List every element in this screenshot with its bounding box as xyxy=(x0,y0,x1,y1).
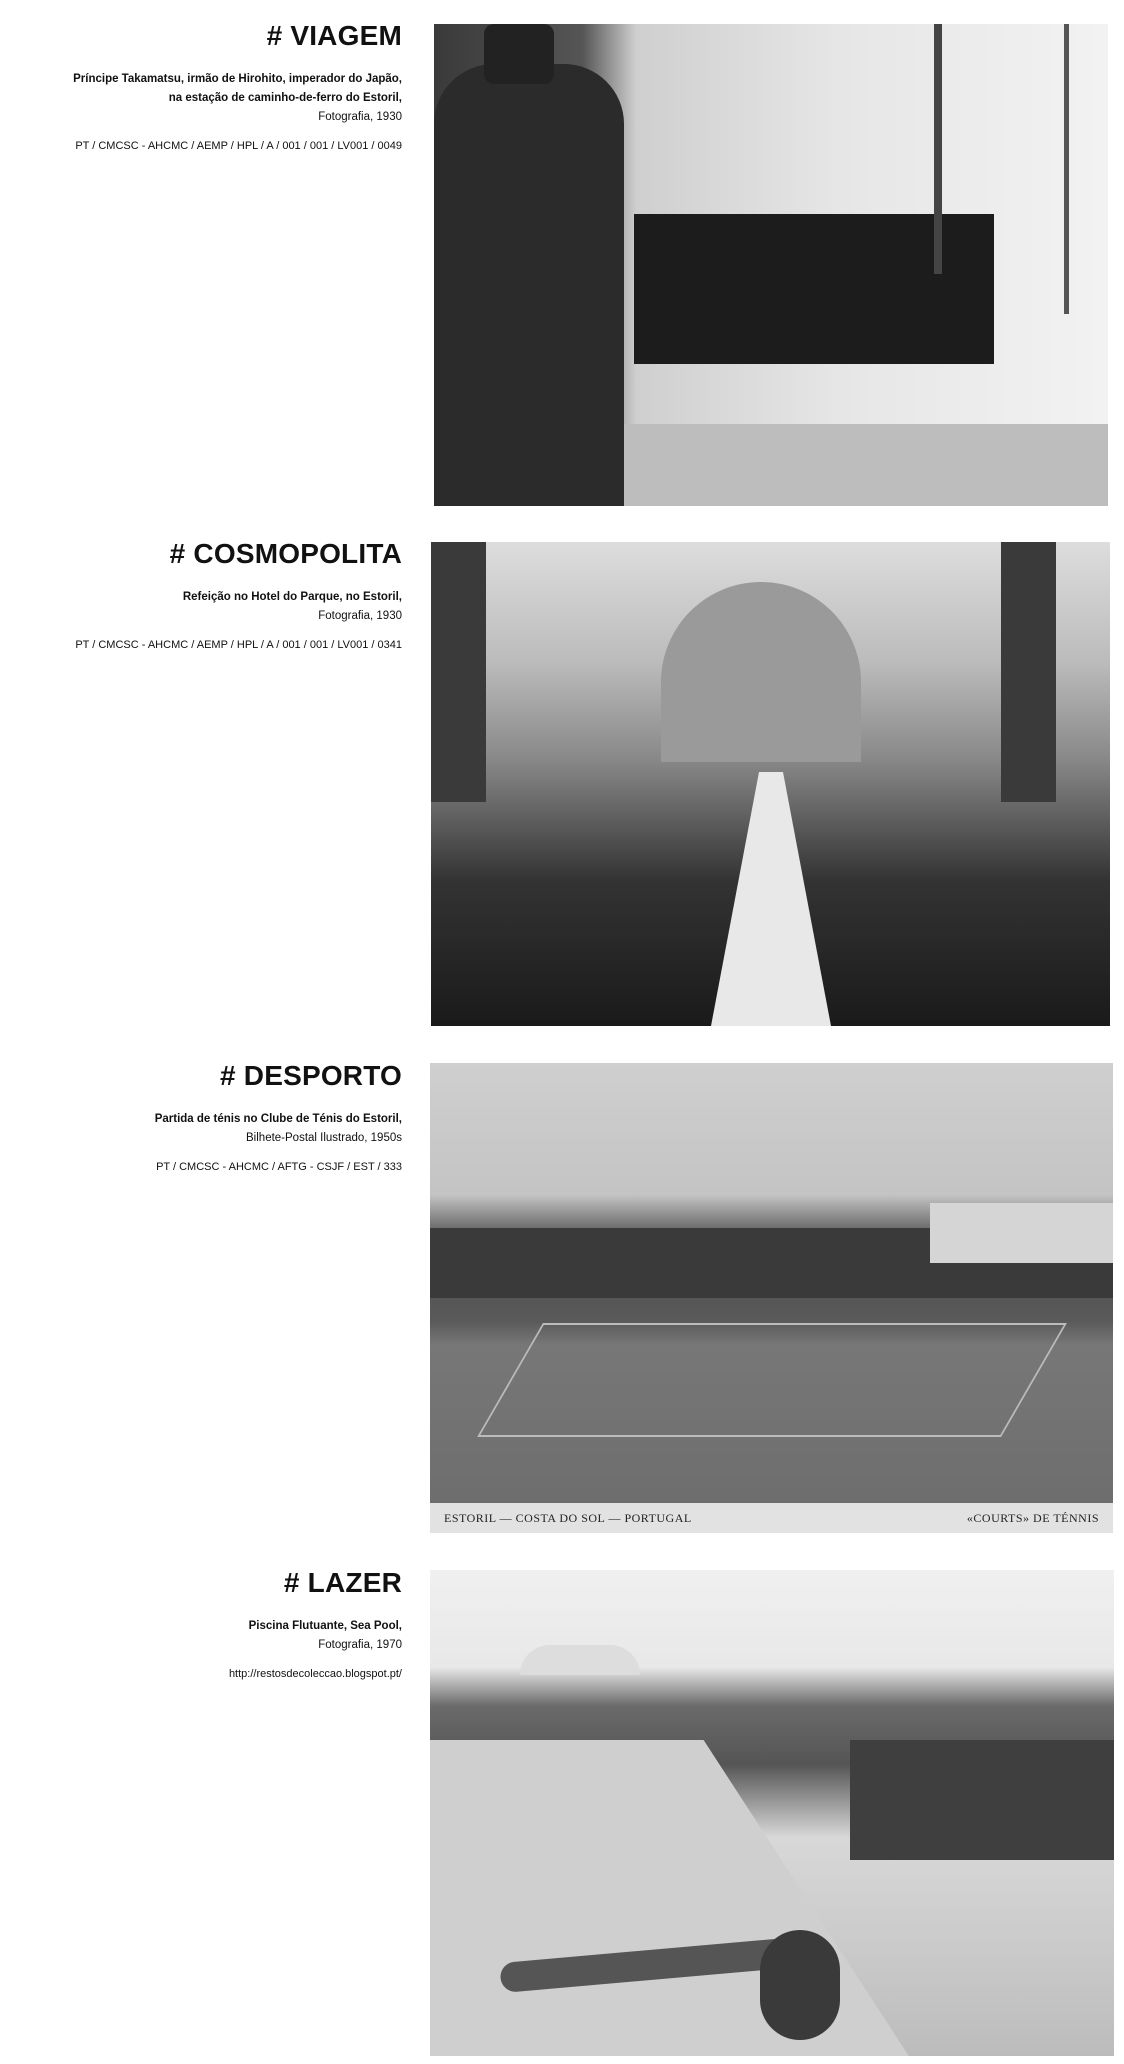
archive-reference: http://restosdecoleccao.blogspot.pt/ xyxy=(228,1668,402,1680)
photo-caption xyxy=(60,588,402,626)
section-title: # COSMOPOLITA xyxy=(169,538,402,569)
section-text xyxy=(60,1060,402,1174)
caption-type-date: Fotografia, 1930 xyxy=(318,111,402,123)
caption-description: Partida de ténis no Clube de Ténis do Estoril, xyxy=(154,1113,402,1125)
archive-reference: PT / CMCSC - AHCMC / AEMP / HPL / A / 001 / 001 / LV001 / 0049 xyxy=(75,140,402,152)
caption-description: Refeição no Hotel do Parque, no Estoril, xyxy=(182,591,402,603)
section-title: # LAZER xyxy=(283,1567,402,1598)
section-text xyxy=(60,20,402,153)
caption-description: Piscina Flutuante, Sea Pool, xyxy=(248,1620,402,1632)
caption-description: Príncipe Takamatsu, irmão de Hirohito, imperador do Japão, na estação de caminho-de-ferro do Estoril, xyxy=(73,73,402,104)
postcard-caption xyxy=(430,1503,1113,1533)
section-title: # VIAGEM xyxy=(266,20,402,51)
caption-type-date: Bilhete-Postal Ilustrado, 1950s xyxy=(246,1132,402,1144)
photo-sea-pool xyxy=(430,1570,1114,2056)
photo-caption xyxy=(60,1617,402,1655)
postcard-caption-left: ESTORIL — COSTA DO SOL — PORTUGAL xyxy=(444,1510,692,1525)
section-text xyxy=(60,538,402,652)
photo-hotel-dining-hall xyxy=(431,542,1110,1026)
section-text xyxy=(60,1567,402,1681)
caption-type-date: Fotografia, 1970 xyxy=(318,1639,402,1651)
photo-tennis-postcard xyxy=(430,1063,1113,1533)
archive-reference: PT / CMCSC - AHCMC / AFTG - CSJF / EST / 333 xyxy=(156,1161,402,1173)
photo-train-station xyxy=(434,24,1108,506)
postcard-caption-right: «COURTS» DE TÉNNIS xyxy=(966,1510,1099,1525)
caption-type-date: Fotografia, 1930 xyxy=(318,610,402,622)
archive-reference: PT / CMCSC - AHCMC / AEMP / HPL / A / 001 / 001 / LV001 / 0341 xyxy=(75,639,402,651)
photo-caption xyxy=(60,1110,402,1148)
section-title: # DESPORTO xyxy=(220,1060,402,1091)
photo-caption xyxy=(60,70,402,127)
